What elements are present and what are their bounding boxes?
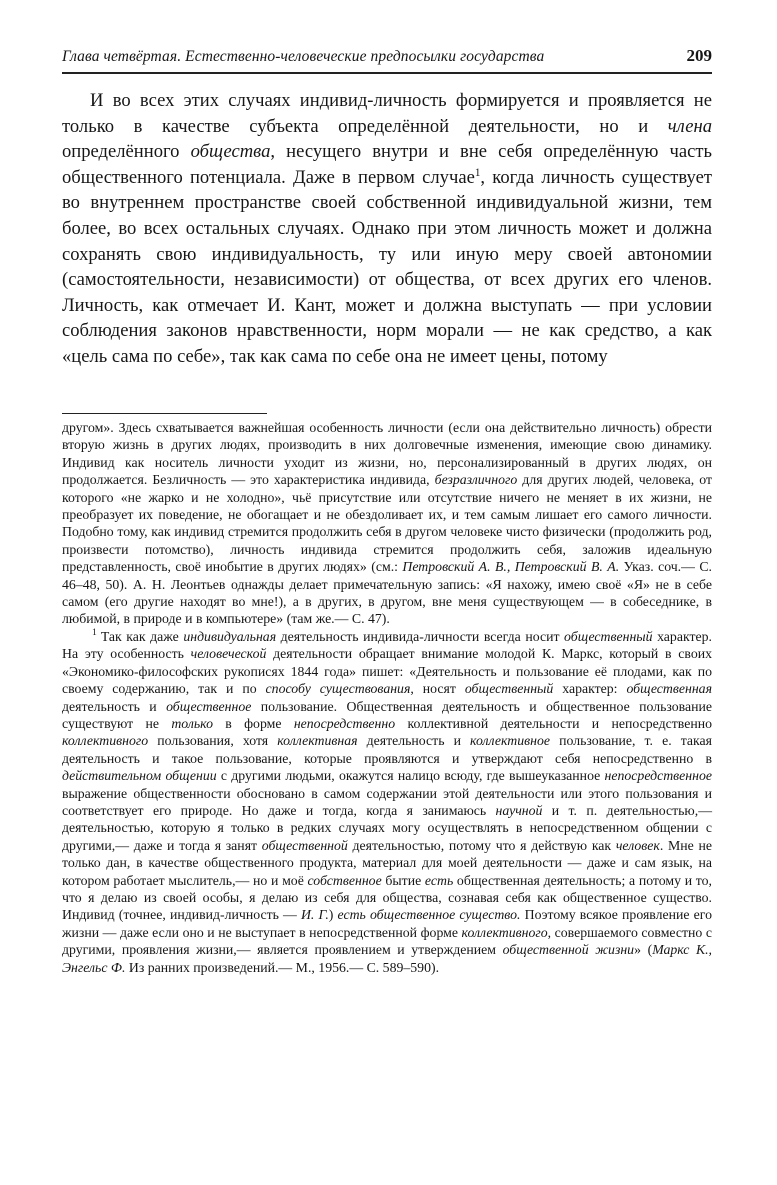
text-run: общественная деятельность; а потому и то, что я делаю из своей особы, я делаю из себя для общества, сознавая себя как общественное существо. Индивид (точнее, индивид-личность — [62, 872, 712, 923]
text-run: характер: [553, 681, 627, 697]
footnote-1 [62, 628, 712, 976]
text-run: , носят [410, 681, 465, 697]
italic-run: общественной [261, 837, 348, 853]
italic-run: общества [190, 141, 271, 163]
text-run: с другими людьми, окажутся налицо всюду, где вышеуказанное [216, 768, 605, 784]
header-rule [62, 72, 712, 74]
main-paragraph [62, 88, 712, 370]
page-number: 209 [686, 46, 712, 65]
text-run: определённого [62, 141, 191, 163]
text-run: и т. п. деятельностью,— деятельностью, которую я только в редких случаях могу осуществлять в непосредственном общении с другими,— даже и тогда я занят [62, 802, 712, 853]
text-run: И во всех этих случаях индивид-личность формируется и проявляется не только в качестве субъекта определённой деятельности, но и [62, 90, 712, 137]
footnote-separator [62, 413, 267, 414]
text-run: деятельность и [62, 698, 167, 714]
italic-run: общественная [626, 681, 712, 697]
italic-run: действительном общении [62, 768, 217, 784]
text-run: характер. На эту особенность [62, 628, 712, 662]
italic-run: И. Г. [300, 907, 329, 923]
italic-run: человеческой [190, 646, 267, 662]
italic-run: общественный [464, 681, 554, 697]
italic-run: собственное [307, 872, 382, 888]
text-run: , когда личность существует во внутреннем пространстве своей собственной индивидуальной жизни, тем более, во всех остальных случаях. Однако при этом личность может и должна сохранять свою индивидуальность, ту или иную меру своей автономии (самостоятельности, независимости) от общества, от всех других его членов. Личность, как отмечает И. Кант, может и должна выступать — при условии соблюдения законов нравственности, норм морали — не как средство, а как «цель сама по себе», так как сама по себе она не имеет цены, потому [62, 166, 712, 367]
italic-run: коллективная [277, 733, 358, 749]
text-run: другом». Здесь схватывается важнейшая особенность личности (если она действительно личность) обрести вторую жизнь в других людях, производить в них долговечные изменения, имеющие свою динамику. Индивид как носитель личности уходит из жизни, но, персонализированный в других людях, он продолжается. Безличность — это характеристика индивида, [62, 420, 712, 488]
text-run: деятельности обращает внимание молодой К. Маркс, который в своих «Экономико-философских рукописях 1844 года» пишет: «Деятельность и пользование её плодами, как по своему содержанию, так и по [62, 646, 712, 697]
italic-run: коллективного [62, 733, 149, 749]
text-run: , совершаемого совместно с другими, проявления жизни,— является проявлением и утверждением [62, 924, 712, 958]
italic-run: общественный [564, 628, 653, 644]
text-run: . Мне не только дан, в качестве общественного продукта, материал для моей деятельности — даже и сам язык, на котором работает мыслитель,— но и моё [62, 837, 712, 888]
running-header [62, 44, 712, 70]
text-run: в форме [212, 715, 294, 731]
footnote-continuation [62, 419, 712, 628]
text-run: пользование, т. е. такая деятельность и такое пользование, которые проявляются и утверждают себя непосредственно в [62, 733, 713, 766]
text-run: » ( [634, 942, 653, 958]
italic-run: безразличного [434, 472, 518, 488]
text-run: пользование. Общественная деятельность и общественное пользование существуют не [62, 698, 712, 731]
text-run: , несущего внутри и вне себя определённую часть общественного потенциала. Даже в первом случае [62, 141, 712, 188]
text-run: Так как даже [100, 628, 184, 644]
text-run: Из ранних произведений.— М., 1956.— С. 589–590). [125, 959, 440, 975]
text-run: деятельностью, потому что я действую как [347, 837, 616, 853]
text-run: выражение общественности обосновано в самом содержании этой деятельности или этого пользования и соответствует его природе. Но даже и тогда, когда я занимаюсь [62, 785, 712, 818]
text-run: для других людей, человека, от которого «не жарко и не холодно», чьё присутствие или отсутствие ничего не меняет в их жизни, не преобразует их поведение, не обогащает и не обездоливает их, и тем самым лишает его самого личности. Подобно тому, как индивид стремится продолжить себя в другом человеке чисто физически (продолжить род, произвести потомство), личность индивида стремится продолжить себя, заложив идеальную представленность, своё инобытие в других людях» (см.: [62, 472, 712, 575]
italic-run: индивидуальная [183, 628, 277, 644]
italic-run: есть общественное существо. [337, 907, 521, 923]
text-run: деятельность индивида-личности всегда носит [276, 628, 565, 644]
text-run: Поэтому всякое проявление его жизни — даже если оно и не выступает в непосредственной форме [62, 907, 712, 940]
footnote-reference: 1 [474, 166, 481, 179]
text-run: бытие [381, 872, 425, 888]
italic-run: человек [615, 837, 660, 853]
italic-run: есть [424, 872, 454, 888]
text-run: Указ. соч.— С. 46–48, 50). А. Н. Леонтьев однажды делает примечательную запись: «Я нахожу, имею своё «Я» не в себе самом (его другие находят во мне!), а в других, в другом, вне меня существующем — в собеседнике, в любимой, в природе и в компьютере» (там же.— С. 47). [62, 559, 712, 627]
main-body-text [62, 88, 712, 370]
footnotes [62, 419, 712, 976]
text-run: деятельность и [357, 733, 471, 749]
italic-run: члена [667, 115, 712, 137]
footnote-marker: 1 [92, 627, 97, 639]
italic-run: непосредственное [604, 768, 712, 784]
chapter-title: Глава четвёртая. Естественно-человеческие предпосылки государства [62, 48, 545, 65]
italic-run: Петровский А. В., Петровский В. А. [402, 559, 620, 575]
text-run: пользования, хотя [148, 733, 278, 749]
italic-run: способу существования [265, 681, 411, 697]
italic-run: научной [495, 802, 543, 818]
text-run: ) [328, 907, 338, 923]
italic-run: непосредственно [293, 715, 396, 731]
italic-run: общественной жизни [502, 942, 635, 958]
italic-run: коллективное [470, 733, 551, 749]
italic-run: Маркс К., Энгельс Ф. [62, 942, 712, 975]
italic-run: общественное [166, 698, 252, 714]
italic-run: коллективного [461, 924, 548, 940]
text-run: коллективной деятельности и непосредственно [395, 715, 712, 731]
italic-run: только [171, 715, 213, 731]
